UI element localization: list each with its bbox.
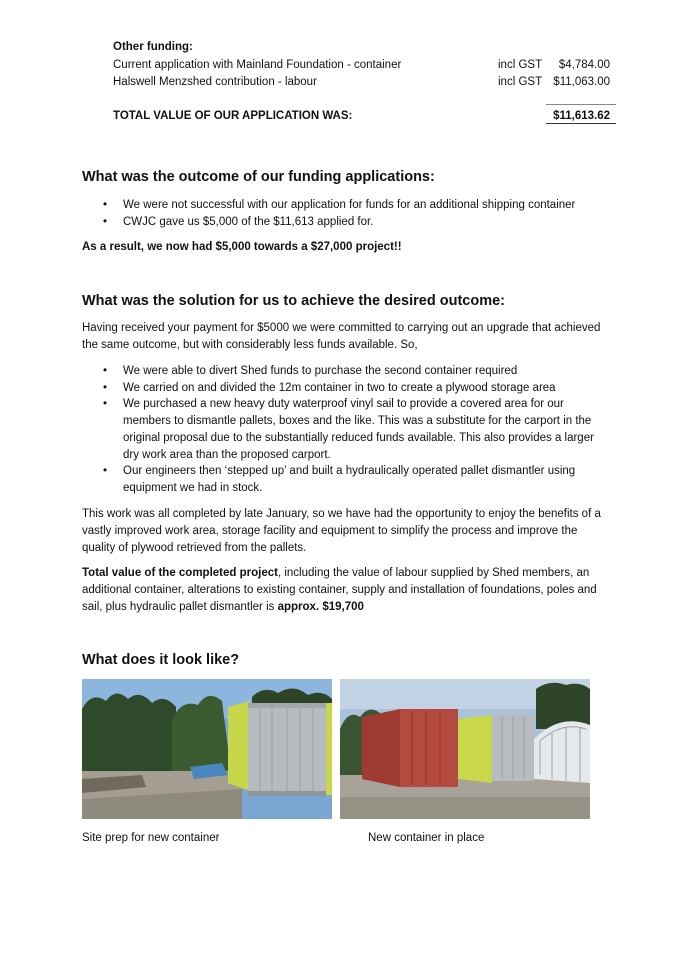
photo-caption-new-container: New container in place xyxy=(368,832,485,844)
total-value-amount: approx. $19,700 xyxy=(277,601,364,613)
solution-bullet-list xyxy=(83,363,594,497)
look-heading: What does it look like? xyxy=(82,652,240,668)
total-value-line-1: Total value of the completed project, including the value of labour supplied by Shed members, an xyxy=(82,567,590,579)
completed-line-3: quality of plywood retrieved from the pallets. xyxy=(82,542,307,554)
list-item: • CWJC gave us $5,000 of the $11,613 applied for. xyxy=(103,215,374,228)
funding-row-1-label: Current application with Mainland Foundation - container xyxy=(113,59,402,71)
total-bottom-rule xyxy=(546,123,616,124)
total-label: TOTAL VALUE OF OUR APPLICATION WAS: xyxy=(113,110,353,122)
photo-caption-site-prep: Site prep for new container xyxy=(82,832,220,844)
list-item: • We carried on and divided the 12m container in two to create a plywood storage area xyxy=(103,381,556,394)
funding-row-1-amount: $4,784.00 xyxy=(558,59,610,71)
solution-intro-line-1: Having received your payment for $5000 we were committed to carrying out an upgrade that achieved xyxy=(82,322,601,334)
outcome-bullet-list xyxy=(83,197,575,230)
funding-row-2-tax: incl GST xyxy=(498,76,543,88)
funding-row-2-amount: $11,063.00 xyxy=(553,76,610,88)
solution-heading: What was the solution for us to achieve the desired outcome: xyxy=(82,293,505,309)
total-top-rule xyxy=(546,104,616,105)
completed-line-2: vastly improved work area, storage facility and equipment to simplify the process and improve the xyxy=(82,525,578,537)
list-item: • We were able to divert Shed funds to purchase the second container required xyxy=(103,365,518,377)
total-value-line-2: additional container, alterations to existing container, supply and installation of foundations, poles and xyxy=(82,584,597,596)
list-item: • We purchased a new heavy duty waterproof vinyl sail to provide a covered area for our members to dismantle pallets, boxes and the like. This was a substitute for the carport in the original proposal due to the substantially reduced funds available. This also provides a larger dry work area than the proposed carport. xyxy=(103,398,594,461)
funding-row-1-tax: incl GST xyxy=(498,59,543,71)
total-value-label: Total value of the completed project xyxy=(82,567,278,579)
funding-row-2-label: Halswell Menzshed contribution - labour xyxy=(113,76,317,88)
list-item: • Our engineers then ‘stepped up’ and built a hydraulically operated pallet dismantler using equipment we had in stock. xyxy=(103,465,576,494)
other-funding-heading: Other funding: xyxy=(113,41,193,53)
solution-intro-line-2: the same outcome, but with considerably less funds available. So, xyxy=(82,339,418,351)
list-item: • We were not successful with our application for funds for an additional shipping container xyxy=(103,199,576,211)
photo-site-prep xyxy=(82,679,332,819)
outcome-heading: What was the outcome of our funding applications: xyxy=(82,169,435,185)
completed-line-1: This work was all completed by late January, so we have had the opportunity to enjoy the benefits of a xyxy=(82,508,601,520)
photo-new-container xyxy=(340,679,590,819)
outcome-result: As a result, we now had $5,000 towards a $27,000 project!! xyxy=(82,241,402,253)
total-value-line-3: sail, plus hydraulic pallet dismantler is approx. $19,700 xyxy=(82,601,364,613)
total-amount: $11,613.62 xyxy=(553,110,610,122)
